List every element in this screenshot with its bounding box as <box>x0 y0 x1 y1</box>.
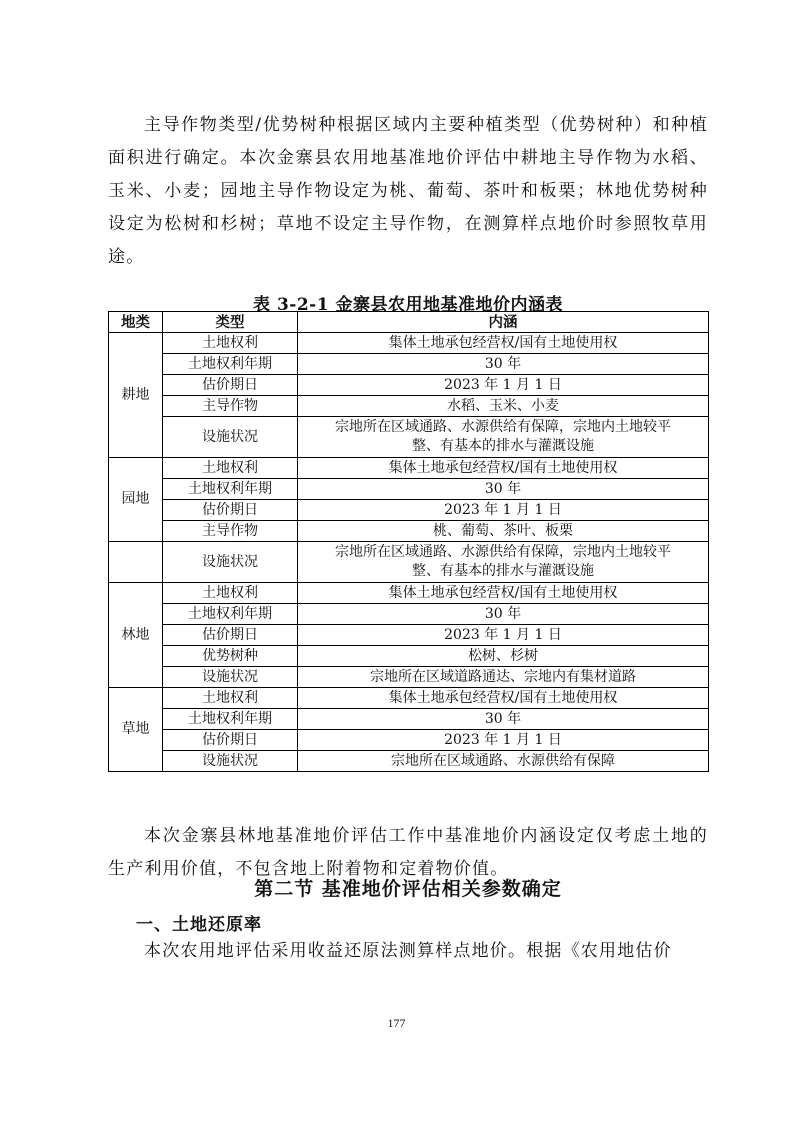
header-type: 类型 <box>163 312 298 333</box>
type-cell: 估价期日 <box>163 500 298 521</box>
table-header-row <box>109 312 709 333</box>
subsection-heading: 一、土地还原率 <box>136 915 262 935</box>
type-cell: 土地权利 <box>163 458 298 479</box>
table-row <box>109 667 709 688</box>
land-class-cell: 耕地 <box>109 333 163 458</box>
content-cell <box>298 417 709 458</box>
content-cell: 集体土地承包经营权/国有土地使用权 <box>298 333 709 354</box>
content-line: 整、有基本的排水与灌溉设施 <box>412 438 594 454</box>
content-cell: 30 年 <box>298 479 709 500</box>
type-cell: 土地权利 <box>163 583 298 604</box>
type-cell: 设施状况 <box>163 542 298 583</box>
content-cell: 2023 年 1 月 1 日 <box>298 730 709 751</box>
table-row <box>109 751 709 772</box>
page-number: 177 <box>387 1016 406 1030</box>
content-cell: 2023 年 1 月 1 日 <box>298 625 709 646</box>
land-class-cell: 林地 <box>109 583 163 688</box>
intro-paragraph: 主导作物类型/优势树种根据区域内主要种植类型（优势树种）和种植面积进行确定。本次金寨县农用地基准地价评估中耕地主导作物为水稻、玉米、小麦；园地主导作物设定为桃、葡萄、茶叶和板栗；林地优势树种设定为松树和杉树；草地不设定主导作物，在测算样点地价时参照牧草用途。 <box>108 115 708 267</box>
land-class-cell: 园地 <box>109 458 163 542</box>
table-row <box>109 375 709 396</box>
section-heading: 第二节 基准地价评估相关参数确定 <box>254 878 562 900</box>
type-cell: 主导作物 <box>163 521 298 542</box>
content-cell: 集体土地承包经营权/国有土地使用权 <box>298 458 709 479</box>
type-cell: 土地权利年期 <box>163 479 298 500</box>
content-line: 整、有基本的排水与灌溉设施 <box>412 563 594 579</box>
type-cell: 设施状况 <box>163 751 298 772</box>
content-cell: 30 年 <box>298 709 709 730</box>
type-cell: 估价期日 <box>163 730 298 751</box>
content-cell: 桃、葡萄、茶叶、板栗 <box>298 521 709 542</box>
type-cell: 土地权利 <box>163 688 298 709</box>
table-row <box>109 396 709 417</box>
header-content: 内涵 <box>298 312 709 333</box>
table-row <box>109 521 709 542</box>
table-row <box>109 625 709 646</box>
content-cell: 30 年 <box>298 604 709 625</box>
content-cell: 宗地所在区域通路、水源供给有保障 <box>298 751 709 772</box>
table-row <box>109 333 709 354</box>
table-row <box>109 479 709 500</box>
content-line: 宗地所在区域通路、水源供给有保障，宗地内土地较平 <box>335 419 671 435</box>
table-row <box>109 709 709 730</box>
table-row <box>109 583 709 604</box>
type-cell: 土地权利 <box>163 333 298 354</box>
type-cell: 土地权利年期 <box>163 354 298 375</box>
table-row <box>109 646 709 667</box>
table-row <box>109 688 709 709</box>
type-cell: 主导作物 <box>163 396 298 417</box>
type-cell: 土地权利年期 <box>163 709 298 730</box>
type-cell: 优势树种 <box>163 646 298 667</box>
type-cell: 估价期日 <box>163 375 298 396</box>
connotation-note-paragraph: 本次金寨县林地基准地价评估工作中基准地价内涵设定仅考虑土地的生产利用价值，不包含地上附着物和定着物价值。 <box>108 826 708 879</box>
land-class-cell: 草地 <box>109 688 163 772</box>
content-cell: 2023 年 1 月 1 日 <box>298 500 709 521</box>
table-title: 表 3-2-1 金寨县农用地基准地价内涵表 <box>253 295 563 315</box>
type-cell: 设施状况 <box>163 667 298 688</box>
content-cell: 松树、杉树 <box>298 646 709 667</box>
table-row <box>109 500 709 521</box>
type-cell: 估价期日 <box>163 625 298 646</box>
land-price-connotation-table <box>108 311 709 772</box>
table-row <box>109 458 709 479</box>
content-cell: 30 年 <box>298 354 709 375</box>
table-row <box>109 730 709 751</box>
table-row <box>109 354 709 375</box>
land-class-cell-empty <box>109 542 163 583</box>
table-row <box>109 542 709 583</box>
content-cell: 集体土地承包经营权/国有土地使用权 <box>298 688 709 709</box>
content-line: 宗地所在区域通路、水源供给有保障，宗地内土地较平 <box>335 544 671 560</box>
header-land-class: 地类 <box>109 312 163 333</box>
type-cell: 土地权利年期 <box>163 604 298 625</box>
content-cell <box>298 542 709 583</box>
content-cell: 水稻、玉米、小麦 <box>298 396 709 417</box>
type-cell: 设施状况 <box>163 417 298 458</box>
table-row <box>109 417 709 458</box>
content-cell: 集体土地承包经营权/国有土地使用权 <box>298 583 709 604</box>
content-cell: 2023 年 1 月 1 日 <box>298 375 709 396</box>
method-paragraph: 本次农用地评估采用收益还原法测算样点地价。根据《农用地估价 <box>144 941 672 961</box>
content-cell: 宗地所在区域道路通达、宗地内有集材道路 <box>298 667 709 688</box>
table-row <box>109 604 709 625</box>
